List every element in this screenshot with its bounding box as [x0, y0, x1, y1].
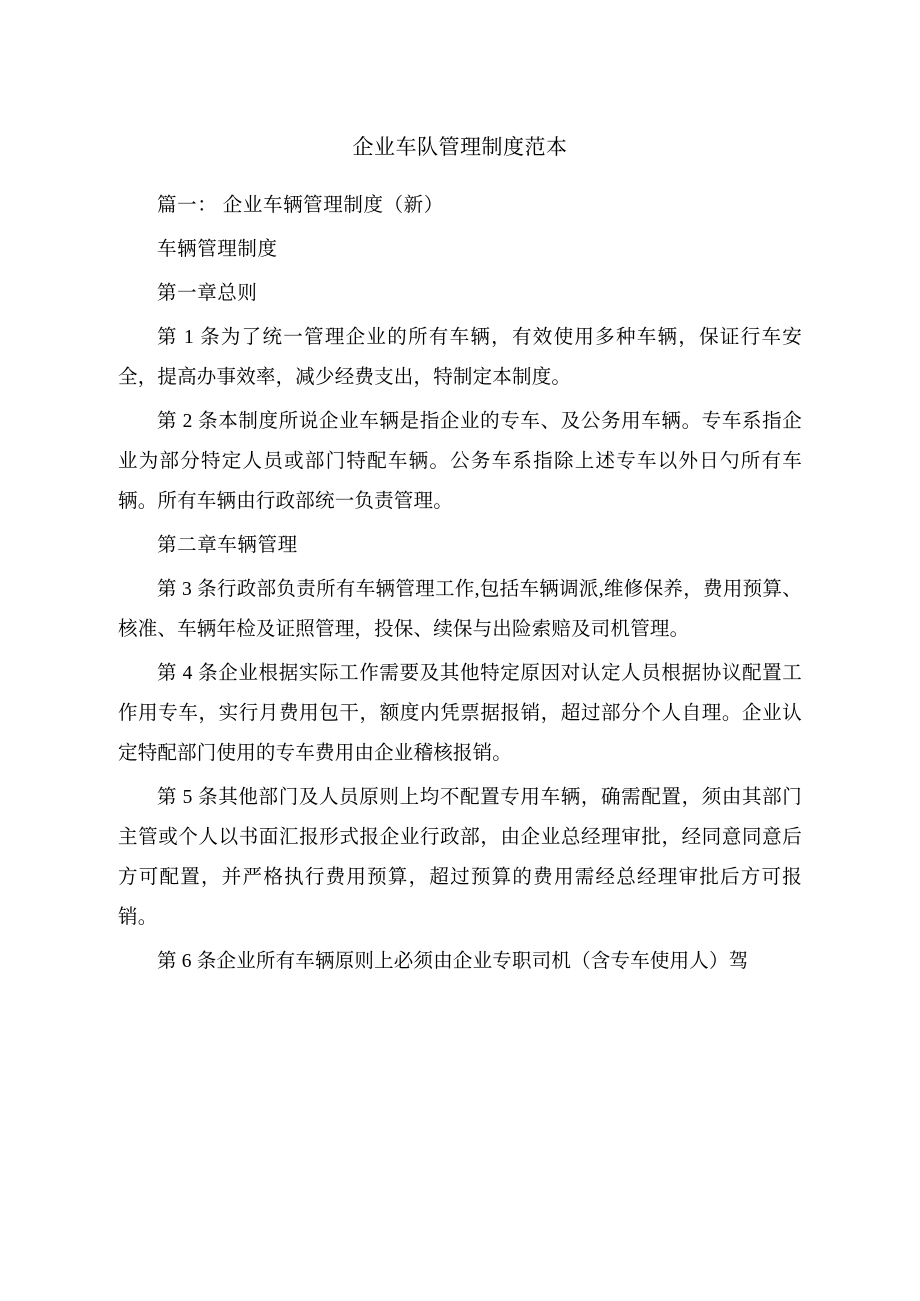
page-title: 企业车队管理制度范本 [352, 135, 568, 159]
paragraph-4: 第 1 条为了统一管理企业的所有车辆，有效使用多种车辆，保证行车安全，提高办事效率，减少经费支出，特制定本制度。 [118, 327, 802, 388]
paragraph-10: 第 6 条企业所有车辆原则上必须由企业专职司机（含专车使用人）驾 [157, 951, 749, 972]
paragraph-7: 第 3 条行政部负责所有车辆管理工作,包括车辆调派,维修保养，费用预算、核准、车辆年检及证照管理，投保、续保与出险索赔及司机管理。 [118, 579, 802, 640]
paragraph-3: 第一章总则 [157, 283, 258, 304]
paragraph-5: 第 2 条本制度所说企业车辆是指企业的专车、及公务用车辆。专车系指企业为部分特定人员或部门特配车辆。公务车系指除上述专车以外日勺所有车辆。所有车辆由行政部统一负责管理。 [118, 411, 802, 512]
paragraph-1: 篇一： 企业车辆管理制度（新） [157, 195, 444, 216]
paragraph-8: 第 4 条企业根据实际工作需要及其他特定原因对认定人员根据协议配置工作用专车，实行月费用包干，额度内凭票据报销，超过部分个人自理。企业认定特配部门使用的专车费用由企业稽核报销。 [118, 663, 802, 764]
paragraph-6: 第二章车辆管理 [157, 535, 298, 556]
paragraph-2: 车辆管理制度 [157, 239, 278, 260]
paragraph-9: 第 5 条其他部门及人员原则上均不配置专用车辆，确需配置，须由其部门主管或个人以书面汇报形式报企业行政部，由企业总经理审批，经同意同意后方可配置，并严格执行费用预算，超过预算的费用需经总经理审批后方可报销。 [118, 787, 802, 928]
